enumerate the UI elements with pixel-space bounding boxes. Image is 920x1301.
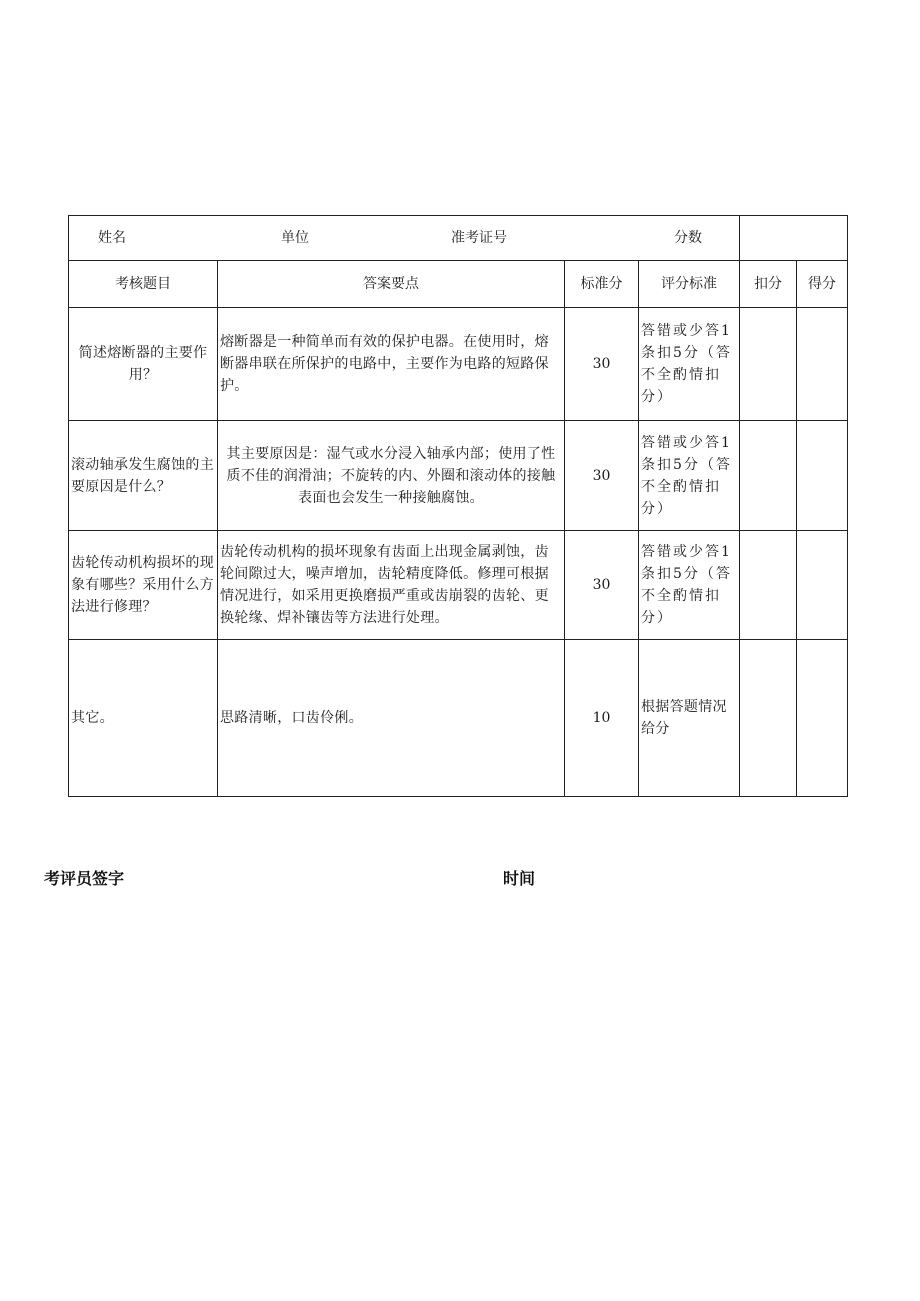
earned-cell[interactable] xyxy=(797,640,847,796)
total-score-cell[interactable] xyxy=(740,216,847,260)
score-sheet-table xyxy=(68,215,848,797)
standard-score-cell: 10 xyxy=(565,640,639,796)
score-label: 分数 xyxy=(674,230,702,246)
deduct-cell[interactable] xyxy=(740,421,797,530)
deduct-cell[interactable] xyxy=(740,640,797,796)
answer-cell: 齿轮传动机构的损坏现象有齿面上出现金属剥蚀，齿轮间隙过大，噪声增加，齿轮精度降低。修理可根据情况进行，如采用更换磨损严重或齿崩裂的齿轮、更换轮缘、焊补镶齿等方法进行处理。 xyxy=(218,531,565,639)
time-label: 时间 xyxy=(503,869,536,888)
topic-cell: 其它。 xyxy=(69,640,218,796)
deduct-cell[interactable] xyxy=(740,531,797,639)
name-label: 姓名 xyxy=(98,230,126,246)
column-header-row xyxy=(69,261,847,308)
topic-cell: 简述熔断器的主要作用？ xyxy=(69,308,218,420)
standard-score-cell: 30 xyxy=(565,421,639,530)
earned-cell[interactable] xyxy=(797,531,847,639)
col-standard-score: 标准分 xyxy=(565,261,639,307)
answer-cell: 熔断器是一种简单而有效的保护电器。在使用时，熔断器串联在所保护的电路中，主要作为电路的短路保护。 xyxy=(218,308,565,420)
examiner-signature-label: 考评员签字 xyxy=(44,869,125,888)
header-info-cell xyxy=(69,216,740,260)
criteria-cell: 根据答题情况给分 xyxy=(639,640,740,796)
exam-id-label: 准考证号 xyxy=(451,230,507,246)
criteria-cell: 答错或少答1条扣5分（答不全酌情扣分） xyxy=(639,531,740,639)
answer-cell: 其主要原因是：湿气或水分浸入轴承内部；使用了性质不佳的润滑油；不旋转的内、外圈和滚动体的接触表面也会发生一种接触腐蚀。 xyxy=(218,421,565,530)
standard-score-cell: 30 xyxy=(565,308,639,420)
deduct-cell[interactable] xyxy=(740,308,797,420)
unit-label: 单位 xyxy=(281,230,309,246)
standard-score-cell: 30 xyxy=(565,531,639,639)
earned-cell[interactable] xyxy=(797,308,847,420)
earned-cell[interactable] xyxy=(797,421,847,530)
table-row xyxy=(69,640,847,796)
criteria-cell: 答错或少答1条扣5分（答不全酌情扣分） xyxy=(639,308,740,420)
table-row xyxy=(69,308,847,421)
col-answer: 答案要点 xyxy=(218,261,565,307)
topic-cell: 齿轮传动机构损坏的现象有哪些？采用什么方法进行修理？ xyxy=(69,531,218,639)
table-row xyxy=(69,531,847,640)
col-criteria: 评分标准 xyxy=(639,261,740,307)
col-topic: 考核题目 xyxy=(69,261,218,307)
topic-cell: 滚动轴承发生腐蚀的主要原因是什么？ xyxy=(69,421,218,530)
header-row xyxy=(69,216,847,261)
criteria-cell: 答错或少答1条扣5分（答不全酌情扣分） xyxy=(639,421,740,530)
table-row xyxy=(69,421,847,531)
col-deduct: 扣分 xyxy=(740,261,797,307)
col-earned: 得分 xyxy=(808,276,836,292)
answer-cell: 思路清晰，口齿伶俐。 xyxy=(218,640,565,796)
